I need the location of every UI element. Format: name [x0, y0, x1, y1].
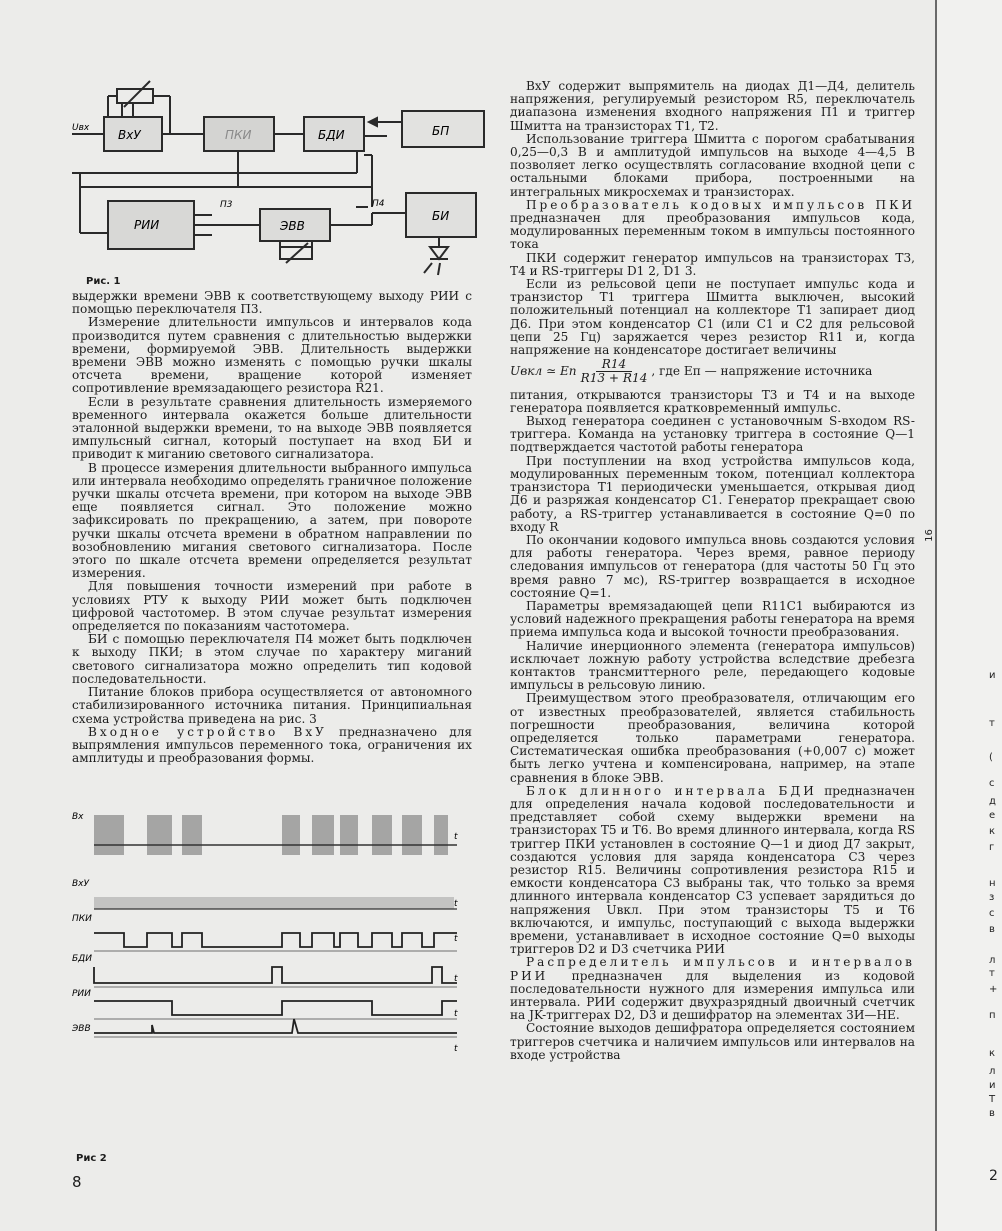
right-paragraph-14: Распределитель импульсов и интервалов РИИ предназначен для выделения из кодовой последовательности нужного для измерения импульса или интервала. РИИ содержит двухразрядный двоичный счетчик на JK-триггерах D2, D3 и дешифратор на элементах 3И—НЕ.: [510, 955, 915, 1023]
timing-row-label: РИИ: [72, 989, 91, 999]
margin-letter: е: [989, 810, 996, 821]
margin-letter: л: [989, 1066, 996, 1077]
bdi-waveform: [94, 967, 457, 983]
figure-2-caption: Рис 2: [76, 1153, 107, 1164]
margin-letter: и: [989, 670, 996, 681]
timing-axis-label: t: [454, 1009, 458, 1019]
right-column: [510, 80, 915, 1062]
rii-waveform: [94, 1001, 457, 1015]
fig1-bi-label: БИ: [432, 209, 450, 223]
margin-letter: г: [989, 842, 995, 853]
right-paragraph-1: ВхУ содержит выпрямитель на диодах Д1—Д4, делитель напряжения, регулируемый резистором R5, переключатель диапазона изменения входного напряжения П1 и триггер Шмитта на транзисторах Т1, Т2.: [510, 79, 915, 133]
left-paragraph-1: выдержки времени ЭВВ к соответствующему выходу РИИ с помощью переключателя П3.: [72, 289, 472, 317]
facing-page-edge: [923, 0, 1002, 1231]
input-burst: [94, 815, 124, 855]
voltage-formula: [510, 357, 915, 388]
section-heading-vhu: Входное устройство ВхУ: [88, 724, 327, 739]
fig1-vhu-label: ВхУ: [118, 128, 141, 142]
margin-letter: т: [989, 718, 995, 729]
right-paragraph-9: По окончании кодового импульса вновь создаются условия для работы генератора. Через время, равное периоду следования импульсов от генератора (для частоты 50 Гц это время равно 7 мс), RS-триггер возвращается в исходное состояние Q=1.: [510, 532, 915, 600]
margin-letter: д: [989, 796, 996, 807]
input-burst: [147, 815, 172, 855]
timing-axis-label: t: [454, 974, 458, 984]
vhu-signal: [94, 897, 454, 909]
margin-letter: к: [989, 1048, 996, 1059]
formula-numerator: R14: [596, 358, 633, 372]
left-paragraph-4: В процессе измерения длительности выбранного импульса или интервала необходимо определять граничное положение ручки шкалы отсчета времени, при котором на выходе ЭВВ еще появляется сигнал. Это положение можно зафиксировать по прекращению, а затем, при повороте ручки шкалы отсчета времени в обратном направлении по возобновлению мигания светового сигнализатора. После этого по шкале отсчета времени определяется результат измерения.: [72, 460, 472, 581]
pki-waveform: [94, 933, 457, 947]
left-column: [72, 290, 472, 765]
right-paragraph-15: Состояние выходов дешифратора определяется состоянием триггеров счетчика и наличием импульсов или интервалов на входе устройства: [510, 1021, 915, 1062]
section-heading-bdi: Блок длинного интервала БДИ: [526, 783, 817, 798]
left-paragraph-7: Питание блоков прибора осуществляется от автономного стабилизированного источника питания. Принципиальная схема устройства приведена на рис. 3: [72, 685, 472, 726]
right-paragraph-11: Наличие инерционного элемента (генератора импульсов) исключает ложную работу устройства вследствие дребезга контактов трансмиттерного реле, передающего кодовые импульсы в рельсовую линию.: [510, 638, 915, 693]
timing-row-label: Вх: [72, 812, 84, 822]
timing-row-label: ВхУ: [72, 879, 89, 889]
formula-denominator: R13 + R14: [580, 371, 648, 386]
input-burst: [340, 815, 358, 855]
margin-letter: +: [989, 984, 998, 995]
margin-letter: л: [989, 955, 996, 966]
fig1-pki-label: ПКИ: [225, 128, 252, 142]
input-burst: [182, 815, 202, 855]
margin-letter: (: [989, 752, 993, 763]
right-paragraph-2: Использование триггера Шмитта с порогом срабатывания 0,25—0,3 В и амплитудой импульсов на выходе 4—4,5 В позволяет легко осуществлять согласование входной цепи с остальными блоками прибора, построенными на интегральных микросхемах и транзисторах.: [510, 131, 915, 199]
margin-letter: в: [989, 1108, 995, 1119]
formula-tail: , где Eп — напряжение источника: [651, 364, 873, 379]
right-paragraph-13: Блок длинного интервала БДИ предназначен для определения начала кодовой последовательности и представляет собой схему выдержки времени на транзисторах Т5 и Т6. Во время длинного интервала, когда RS триггер ПКИ установлен в состояние Q—1 и диод Д7 закрыт, создаются условия для заряда конденсатора С3 через резистор R15. Величины сопротивления резистора R15 и емкости конденсатора С3 выбраны так, что только за время длинного интервала конденсатор С3 успевает зарядиться до напряжения Uвкл. При этом транзисторы Т5 и Т6 включаются, и импульс, поступающий с выхода выдержки времени, устанавливает в исходное состояние Q=0 выходы триггеров D2 и D3 счетчика РИИ: [510, 783, 915, 957]
fig1-bdi-label: БДИ: [318, 128, 345, 142]
fig1-input-label: Uвх: [72, 123, 90, 133]
fig1-evv-label: ЭВВ: [280, 219, 305, 233]
timing-row-label: ЭВВ: [72, 1024, 91, 1034]
right-paragraph-4: ПКИ содержит генератор импульсов на транзисторах Т3, Т4 и RS-триггеры D1 2, D1 3.: [510, 250, 915, 278]
margin-letter: к: [989, 826, 996, 837]
input-burst: [402, 815, 422, 855]
timing-row-label: ПКИ: [72, 914, 92, 924]
input-burst: [312, 815, 334, 855]
margin-letter: и: [989, 1080, 996, 1091]
input-burst: [434, 815, 448, 855]
evv-waveform: [94, 1019, 457, 1033]
margin-letter: т: [989, 968, 995, 979]
section-heading-pki: Преобразователь кодовых импульсов ПКИ: [526, 197, 915, 212]
left-paragraph-3: Если в результате сравнения длительность измеряемого временного интервала окажется больше длительности эталонной выдержки времени, то на выходе ЭВВ появляется импульсный сигнал, который поступает на вход БИ и приводит к миганию светового сигнализатора.: [72, 394, 472, 462]
margin-letter: Т: [989, 1094, 996, 1105]
right-paragraph-6: питания, открываются транзисторы Т3 и Т4 и на выходе генератора появляется кратковременный импульс.: [510, 387, 915, 415]
margin-letter: з: [989, 892, 995, 903]
margin-letter: п: [989, 1010, 996, 1021]
fig1-bp-label: БП: [432, 124, 450, 138]
fig1-rii-label: РИИ: [134, 218, 160, 232]
margin-number: 16: [923, 529, 935, 542]
margin-letter: н: [989, 878, 996, 889]
margin-letter: с: [989, 778, 995, 789]
section-heading-rii: Распределитель импульсов и интервалов РИИ: [510, 955, 915, 983]
fig1-switch-p3-label: П3: [220, 200, 233, 210]
figure-1-caption: Рис. 1: [86, 276, 121, 287]
margin-letter: с: [989, 908, 995, 919]
figure-1-block-diagram: [72, 75, 492, 280]
timing-axis-label: t: [454, 934, 458, 944]
left-paragraph-8: Входное устройство ВхУ предназначено для выпрямления импульсов переменного тока, ограничения их амплитуды и преобразования формы.: [72, 724, 472, 766]
input-burst: [282, 815, 300, 855]
right-paragraph-12: Преимуществом этого преобразователя, отличающим его от известных преобразователей, является стабильность погрешности преобразования, величина которой определяется только параметрами генератора. Систематическая ошибка преобразования (+0,007 с) может быть легко учтена и компенсирована, например, на этапе сравнения в блоке ЭВВ.: [510, 691, 915, 785]
left-paragraph-2: Измерение длительности импульсов и интервалов кода производится путем сравнения с длительностью выдержки времени, формируемой ЭВВ. Длительность выдержки времени ЭВВ можно изменять с помощью ручки шкалы отсчета времени, вращение которой изменяет сопротивление времязадающего резистора R21.: [72, 315, 472, 396]
right-paragraph-10: Параметры времязадающей цепи R11С1 выбираются из условий надежного прекращения работы генератора на время приема импульса кода и высокой точности преобразования.: [510, 598, 915, 640]
fig1-switch-p4-label: П4: [372, 199, 385, 209]
formula-lhs: Uвкл ≃ Eп: [510, 364, 577, 379]
left-paragraph-6: БИ с помощью переключателя П4 может быть подключен к выходу ПКИ; в этом случае по характеру миганий светового сигнализатора можно определить тип кодовой последовательности.: [72, 632, 472, 686]
figure-2-timing-diagram: [72, 805, 467, 1054]
timing-axis-label: t: [454, 899, 458, 909]
timing-axis-label: t: [454, 832, 458, 842]
timing-row-label: БДИ: [72, 954, 92, 964]
timing-axis-label: t: [454, 1044, 458, 1054]
margin-letter: 2: [989, 1168, 998, 1184]
margin-letter: в: [989, 924, 995, 935]
right-paragraph-5: Если из рельсовой цепи не поступает импульс кода и транзистор Т1 триггера Шмитта выключен, высокий положительный потенциал на коллекторе Т1 запирает диод Д6. При этом конденсатор С1 (или С1 и С2 для рельсовой цепи 25 Гц) заряжается через резистор R11 и, когда напряжение на конденсаторе достигает величины: [510, 277, 915, 358]
right-paragraph-3: Преобразователь кодовых импульсов ПКИ предназначен для преобразования импульсов кода, модулированных переменным током в импульсы постоянного тока: [510, 197, 915, 252]
input-burst: [372, 815, 392, 855]
right-paragraph-8: При поступлении на вход устройства импульсов кода, модулированных переменным током, потенциал коллектора транзистора Т1 периодически уменьшается, открывая диод Д6 и разряжая конденсатор С1. Генератор прекращает свою работу, а RS-триггер устанавливается в состояние Q=0 по входу R: [510, 453, 915, 534]
left-paragraph-5: Для повышения точности измерений при работе в условиях РТУ к выходу РИИ может быть подключен цифровой частотомер. В этом случае результат измерения определяется по показаниям частотомера.: [72, 579, 472, 634]
page-number: 8: [72, 1173, 82, 1191]
right-paragraph-7: Выход генератора соединен с установочным S-входом RS-триггера. Команда на установку триггера в состояние Q—1 подтверждается частотой работы генератора: [510, 414, 915, 455]
formula-fraction: [581, 358, 648, 385]
